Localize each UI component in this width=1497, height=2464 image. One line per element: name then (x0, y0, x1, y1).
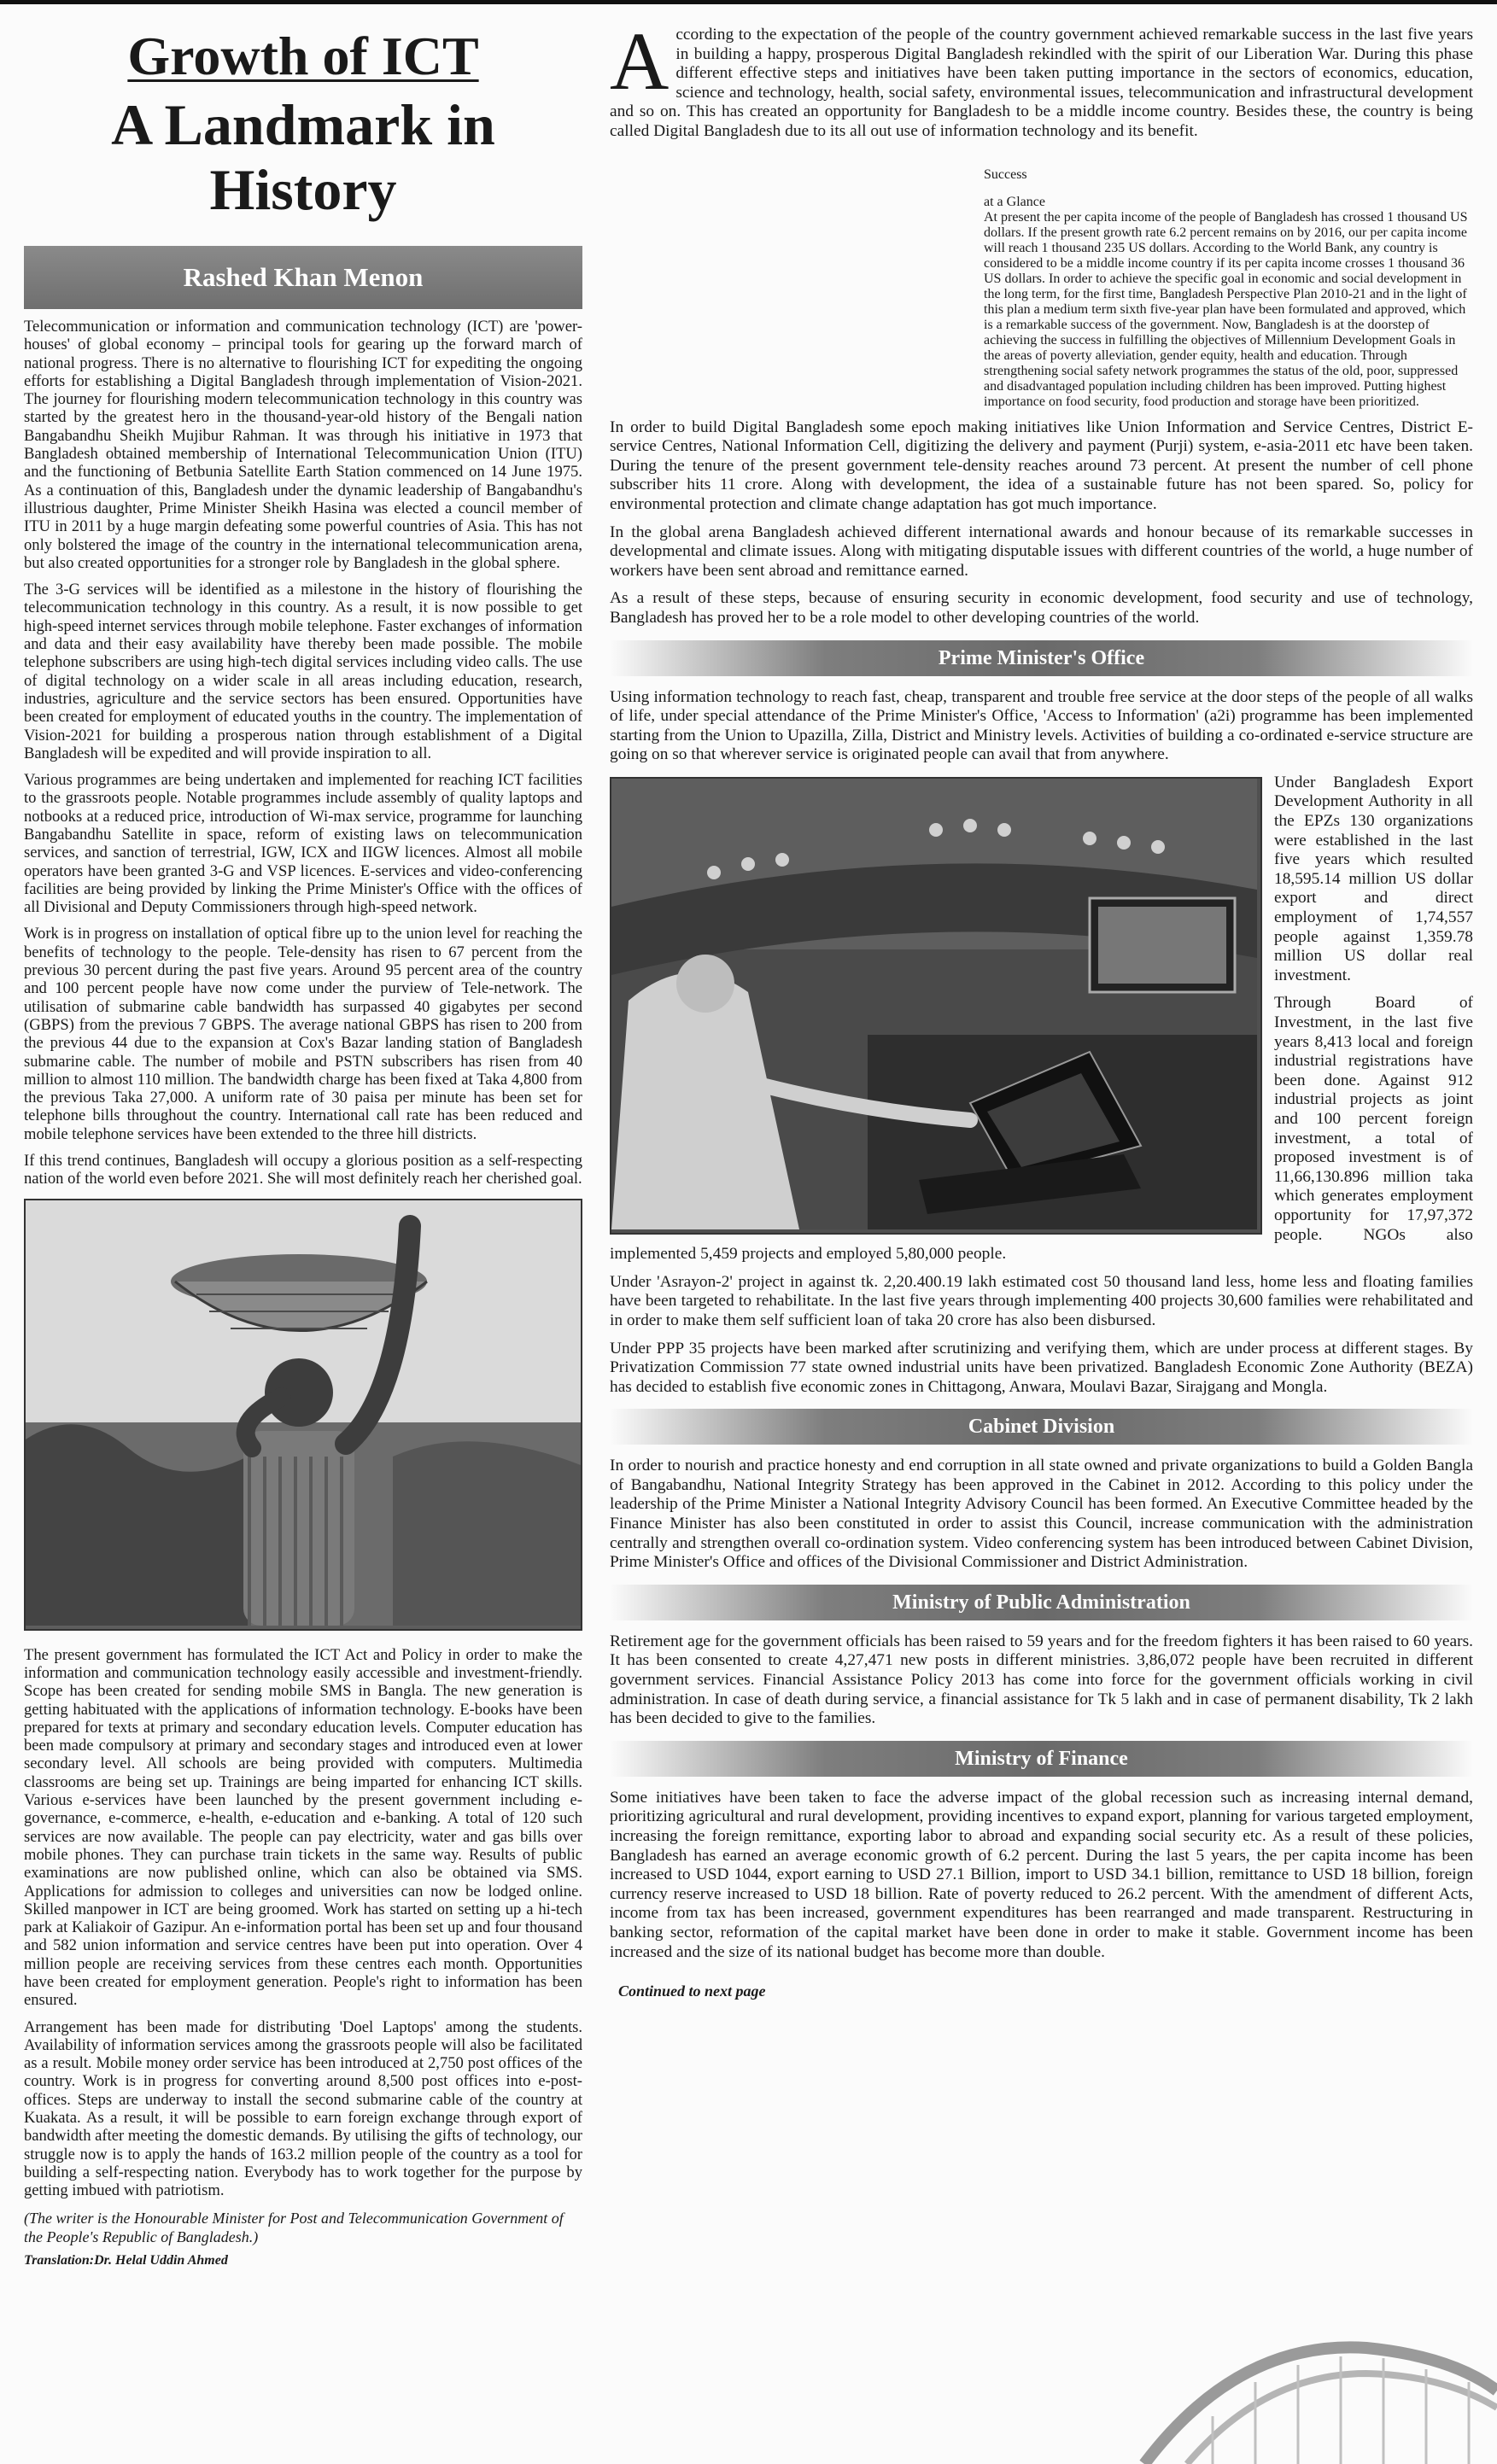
pmo-paragraph: Under 'Asrayon-2' project in against tk. 2,20.400.19 lakh estimated cost 50 thousand land less, home less and floating families have been targeted to rehabilitate. In the last five years through implementing 400 projects 30,600 families were rehabilitated and in order to make them self sufficient loan of taka 20 crore has also been disbursed. (610, 1272, 1473, 1329)
right-column (610, 15, 1473, 2000)
article-paragraph: Arrangement has been made for distributing 'Doel Laptops' among the students. Availability of information services among the grassroots people will also be facilitated as a result. Mobile money order service has been introduced at 2,750 post offices of the country. Work is in progress for converting around 8,500 post offices into e-post-offices. Steps are underway to install the second submarine cable of the country at Kuakata. As a result, it will be possible to earn foreign exchange through export of bandwidth after meeting the domestic demands. By utilising the gifts of technology, our struggle now is to apply the hands of 163.2 million people of the country as a tool for building a self-respecting nation. Everybody has to work together for the purpose by getting imbued with patriotism. (24, 2017, 582, 2200)
section-header-finance: Ministry of Finance (610, 1741, 1473, 1777)
drop-cap: A (610, 15, 670, 107)
farmer-photo (24, 1199, 582, 1631)
section-header-cabinet: Cabinet Division (610, 1409, 1473, 1445)
bridge-illustration (1110, 2322, 1497, 2464)
article-paragraph: If this trend continues, Bangladesh will occupy a glorious position as a self-respecting nation of the world even before 2021. She will most definitely reach her cherished goal. (24, 1152, 582, 1188)
paragraph-text: At present the per capita income of the people of Bangladesh has crossed 1 thousand US dollars. If the present growth rate 6.2 percent remains on by 2016, our per capita income will reach 1 thousand 235 US dollars. According to the World Bank, any country is considered to be a middle income country if its per capita income crosses 1 thousand 36 US dollars. In order to achieve the specific goal in economic and social development in the long term, for the first time, Bangladesh Perspective Plan 2010-21 and in the light of this plan a medium term sixth five-year plan have been formulated and approved, which is a remarkable success of the government. Now, Bangladesh is at the doorstep of achieving the success in fulfilling the objectives of Millennium Development Goals in the areas of poverty alleviation, gender equity, health and education. Through strengthening social safety network programmes the status of the old, poor, suppressed and disadvantaged population including children has been improved. Putting highest importance on food security, food production and storage have been prioritized. (984, 209, 1468, 409)
cabinet-paragraph: In order to nourish and practice honesty and end corruption in all state owned and private organizations to build a Golden Bangla of Bangabandhu, National Integrity Strategy has been approved in the Cabinet in 2012. According to this policy under the leadership of the Prime Minister a National Integrity Advisory Council has been formed. An Executive Committee headed by the Finance Minister has also been constituted in order to assist this Council, increase communication with the administration centrally and strengthen overall co-ordination system. Video conferencing system has been introduced between Cabinet Division, Prime Minister's Office and offices of the Divisional Commissioner and District Administration. (610, 1457, 1473, 1572)
translation-credit: Translation:Dr. Helal Uddin Ahmed (24, 2252, 228, 2268)
section-header-public-administration: Ministry of Public Administration (610, 1585, 1473, 1620)
intro-text: ccording to the expectation of the people of the country government achieved remarkable success in the last five years in building a happy, prosperous Digital Bangladesh rekindled with the spirit of our Liberation War. During this phase different effective steps and initiatives have been taken putting importance in the sectors of economics, education, science and technology, health, social safety, environmental issues, telecommunication and infrastructural development and so on. This has created an opportunity for Bangladesh to be a middle income country. Besides these, the country is being called Digital Bangladesh due to its all out use of information technology and its benefit. (610, 26, 1473, 140)
continued-note: Continued to next page (618, 1982, 766, 2000)
article-paragraph: Telecommunication or information and communication technology (ICT) are 'power-houses' of global economy – principal tools for gearing up the forward march of national progress. There is no alternative to flourishing ICT for expediting the ongoing efforts for establishing a Digital Bangladesh through implementation of Vision-2021. The journey for flourishing modern telecommunication technology in this country was started by the greatest hero in the thousand-year-old history of the Bengali nation Bangabandhu Sheikh Mujibur Rahman. It was through his initiative in 1973 that Bangladesh obtained membership of International Telecommunication Union (ITU) and the functioning of Betbunia Satellite Earth Station commenced on 14 June 1975. As a continuation of this, Bangladesh under the dynamic leadership of Bangabandhu's illustrious daughter, Prime Minister Sheikh Hasina was elected a council member of ITU in 2011 by a huge margin defeating some powerful countries of Asia. This has not only bolstered the image of the country in the international telecommunication arena, but also created opportunities for a stronger role by Bangladesh in the global sphere. (24, 317, 582, 572)
article-paragraph: In order to build Digital Bangladesh some epoch making initiatives like Union Information and Service Centres, District E-service Centres, National Information Cell, digitizing the delivery and payment (Purji) system, e-asia-2011 etc have been taken. During the tenure of the present government tele-density reaches around 73 percent. At present the number of cell phone subscriber hits 11 crore. Along with development, the idea of a sustainable future has not been spared. So, policy for environmental protection and climate change adaptation has got much importance. (610, 417, 1473, 513)
section-header-pmo: Prime Minister's Office (610, 640, 1473, 676)
intro-paragraph (610, 15, 1473, 142)
farmer-illustration (26, 1200, 581, 1626)
article-paragraph: Various programmes are being undertaken and implemented for reaching ICT facilities to the grassroots people. Notable programmes include assembly of quality laptops and notbooks at a reduced price, introduction of Wi-max service, programme for launching Bangabandhu Satellite in space, reform of existing laws on telecommunication services, and sanction of terrestrial, IGW, ICX and IIGW licences. Almost all mobile operators have been granted 3-G and VSP licences. E-services and video-conferencing facilities are being provided by linking the Prime Minister's Office with the offices of all Divisional and Deputy Commissioners through high-speed network. (24, 771, 582, 917)
parliament-illustration (611, 779, 1257, 1229)
prime-minister-photo (610, 777, 1262, 1235)
title-line-1: Growth of ICT (127, 26, 479, 86)
article-paragraph: The present government has formulated the ICT Act and Policy in order to make the information and communication technology easily accessible and investment-friendly. Scope has been created for sending mobile SMS in Bangla. The new generation is getting habituated with the applications of information technology. E-books have been prepared for texts at primary and secondary education levels. Computer education has been made compulsory at primary and secondary stages and introduced even at lower secondary level. All schools are being provided with computers. Multimedia classrooms are being set up. Trainings are being imparted for enhancing ICT skills. Various e-services have been launched by the present government including e-governance, e-commerce, e-health, e-education and e-banking. A total of 120 such services are now available. The people can pay electricity, water and gas bills over mobile phones. They can purchase train tickets in the same way. Results of public examinations are now published online, which can also be obtained via SMS. Applications for admission to colleges and universities can now be lodged online. Skilled manpower in ICT are being groomed. Work has started on setting up a hi-tech park at Kaliakoir of Gazipur. An e-information portal has been set up and four thousand and 582 union information and service centres have been put into operation. Over 4 million people are receiving services from these centres each month. Opportunities have been created for employment generation. People's right to information has been ensured. (24, 1645, 582, 2010)
top-rule (0, 0, 1497, 4)
article-paragraph: Work is in progress on installation of optical fibre up to the union level for reaching the benefits of technology to the people. Tele-density has risen to 67 percent from the previous 30 percent during the past five years. Around 95 percent area of the country and 100 percent people have now come under the purview of Tele-network. The utilisation of submarine cable bandwidth has surpassed 40 gigabytes per second (GBPS) from the previous 7 GBPS. The average national GBPS has risen to 200 from the previous 44 due to the expansion at Cox's Bazar landing station of Bangladesh submarine cable. The number of mobile and PSTN subscribers has risen from 40 million to almost 110 million. The bandwidth charge has been fixed at Taka 4,800 from the previous Taka 27,000. A uniform rate of 30 paisa per minute has been set for telephone bills throughout the country. International call rate has been reduced and mobile telephone services have been extended to the three hill districts. (24, 925, 582, 1143)
glance-line-2: at a Glance (984, 194, 1045, 209)
article-paragraph: As a result of these steps, because of ensuring security in economic development, food security and use of technology, Bangladesh has proved her to be a role model to other developing countries of the world. (610, 589, 1473, 627)
writer-note: (The writer is the Honourable Minister for Post and Telecommunication Government of the People's Republic of Bangladesh.) (24, 2209, 564, 2245)
public-administration-paragraph: Retirement age for the government officials has been raised to 59 years and for the freedom fighters it has been raised to 60 years. It has been consented to create 4,27,471 new posts in different ministries. 3,86,072 people have been recruited in different government services. Financial Assistance Policy 2013 has come into force for the government officials working in civil administration. In case of death during service, a financial assistance for Tk 5 lakh and in case of permanent disability, Tk 2 lakh has been decided to give to the families. (610, 1632, 1473, 1728)
pmo-paragraph: Under Bangladesh Export Development Authority in all the EPZs 130 organizations were established in the last five years which resulted 18,595.14 million US dollar export and direct employment of 1,74,557 people against 1,359.78 million US dollar real investment. (1274, 773, 1473, 984)
left-column (24, 26, 582, 2268)
success-at-a-glance-graphic (618, 155, 968, 412)
article-paragraph: In the global arena Bangladesh achieved different international awards and honour because of its remarkable successes in developmental and climate issues. Along with mitigating disputable issues with different countries of the world, a huge number of workers have been sent abroad and remittance earned. (610, 523, 1473, 580)
pmo-block (610, 774, 1473, 1397)
pmo-paragraph: Using information technology to reach fast, cheap, transparent and trouble free service at the door steps of the people of all walks of life, under special attendance of the Prime Minister's Office, 'Access to Information' (a2i) programme has been implemented starting from the Union to Upazilla, Zilla, District and Ministry levels. Activities of building a co-ordinated e-service structure are going on so that wherever service is originated people can avail that from anywhere. (610, 687, 1473, 764)
title-line-2: A Landmark in History (111, 91, 495, 222)
article-paragraph: The 3-G services will be identified as a milestone in the history of flourishing the telecommunication technology in this country. As a result, it is now possible to get high-speed internet services through mobile telephone. Faster exchanges of information and data and their easy availability have thereby been made possible. The mobile telephone subscribers are using high-tech digital services including video calls. The use of digital technology on a wider scale in all areas including education, research, industries, agriculture and the service sectors has been ensured. Opportunities have been created for employment of educated youths in the country. The implementation of Vision-2021 for building a prosperous nation through establishment of a Digital Bangladesh will be expedited and will provide inspiration to all. (24, 581, 582, 762)
author-banner: Rashed Khan Menon (24, 246, 582, 309)
glance-line-1: Success (984, 166, 1027, 182)
finance-paragraph: Some initiatives have been taken to face the adverse impact of the global recession such as increasing internal demand, prioritizing agricultural and rural development, providing incentives to expand export, planning for various targeted employment, increasing the foreign remittance, exporting labor to abroad and expanding social security etc. As a result of these policies, Bangladesh has earned an average economic growth of 6.2 percent. During the last 5 years, the per capita income has been increased to USD 1044, export earning to USD 27.1 Billion, import to USD 34.1 billion, remittance to USD 18 billion, foreign currency reserve increased to USD 18 billion. Rate of poverty reduced to 26.2 percent. With the amendment of different Acts, income from tax has been increased, government expenditures has been rearranged and made transparent. Restructuring in banking sector, reformation of the capital market have been done in order to make it stable. Government income has been increased and the size of its national budget has become more than double. (610, 1788, 1473, 1961)
pmo-paragraph: Through Board of Investment, in the last five years 8,413 local and foreign industrial registrations have been done. Against 912 industrial projects as joint and 100 percent foreign investment, a total of proposed investment is of 11,66,130.896 million taka which generates employment opportunity for 17,97,372 people. NGOs also implemented 5,459 projects and employed 5,80,000 people. (610, 994, 1473, 1264)
pmo-paragraph: Under PPP 35 projects have been marked after scrutinizing and verifying them, which are under process at different stages. By Privatization Commission 77 state owned industrial units have been privatized. Bangladesh Economic Zone Authority (BEZA) has decided to establish five economic zones in Chittagong, Anwara, Moulavi Bazar, Sirajgang and Mongla. (610, 1339, 1473, 1396)
